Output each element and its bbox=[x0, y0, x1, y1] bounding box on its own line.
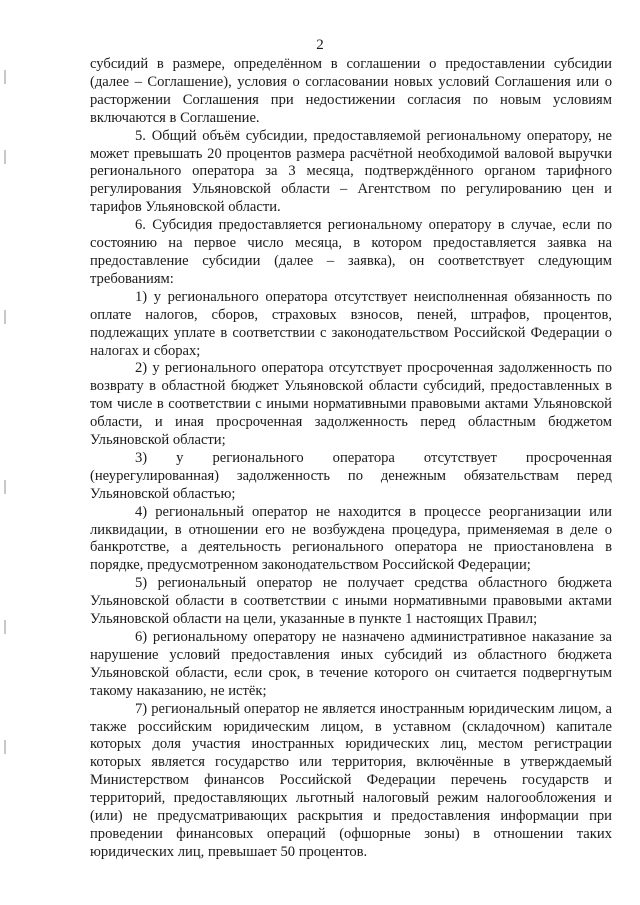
paragraph-item-5: 5. Общий объём субсидии, предоставляемой региональному оператору, не может превышать 20 процентов размера расчётной необходимой валовой выручки регионального оператора за 3 месяца, подтверждённого органом тарифного регулирования Ульяновской области – Агентством по регулированию цен и тарифов Ульяновской области. bbox=[90, 127, 612, 216]
subitem-6: 6) региональному оператору не назначено административное наказание за нарушение условий предоставления иных субсидий из областного бюджета Ульяновской области, если срок, в течение которого он считается подвергнутым такому наказанию, не истёк; bbox=[90, 629, 612, 699]
page-number: 2 bbox=[316, 37, 324, 53]
subitem-5: 5) региональный оператор не получает средства областного бюджета Ульяновской области в соответствии с иными нормативными правовыми актами Ульяновской области на цели, указанные в пункте 1 настоящих Правил; bbox=[90, 575, 612, 628]
subitem-4: 4) региональный оператор не находится в процессе реорганизации или ликвидации, в отношении его не возбуждена процедура, применяемая в деле о банкротстве, а деятельность регионального оператора не приостановлена в порядке, предусмотренном законодательством Российской Федерации; bbox=[90, 503, 612, 574]
subitem-2: 2) у регионального оператора отсутствует просроченная задолженность по возврату в областной бюджет Ульяновской области субсидий, предоставленных в том числе в соответствии с иными нормативными правовыми актами Ульяновской области, и иная просроченная задолженность перед областным бюджетом Ульяновской области; bbox=[90, 360, 612, 449]
subitem-3: 3) у регионального оператора отсутствует просроченная (неурегулированная) задолженность по денежным обязательствам перед Ульяновской областью; bbox=[90, 449, 612, 502]
paragraph-continuation: субсидий в размере, определённом в соглашении о предоставлении субсидии (далее – Соглашение), условия о согласовании новых условий Соглашения или о расторжении Соглашения при недостижении согласия по новым условиям включаются в Соглашение. bbox=[90, 56, 612, 126]
paragraph-item-6: 6. Субсидия предоставляется региональному оператору в случае, если по состоянию на первое число месяца, в котором предоставляется заявка на предоставление субсидии (далее – заявка), он соответствует следующим требованиям: bbox=[90, 217, 612, 287]
subitem-7: 7) региональный оператор не является иностранным юридическим лицом, а также российским юридическим лицом, в уставном (складочном) капитале которых доля участия иностранных юридических лиц, местом регистрации которых является государство или территория, включённые в утверждаемый Министерством финансов Российской Федерации перечень государств и территорий, предоставляющих льготный налоговый режим налогообложения и (или) не предусматривающих раскрытия и предоставления информации при проведении финансовых операций (офшорные зоны) в отношении таких юридических лиц, превышает 50 процентов. bbox=[90, 700, 612, 860]
scan-margin-marks bbox=[4, 60, 10, 760]
subitem-1: 1) у регионального оператора отсутствует неисполненная обязанность по оплате налогов, сборов, страховых взносов, пеней, штрафов, процентов, подлежащих уплате в соответствии с законодательством Российской Федерации о налогах и сборах; bbox=[90, 288, 612, 359]
document-body bbox=[90, 56, 612, 862]
